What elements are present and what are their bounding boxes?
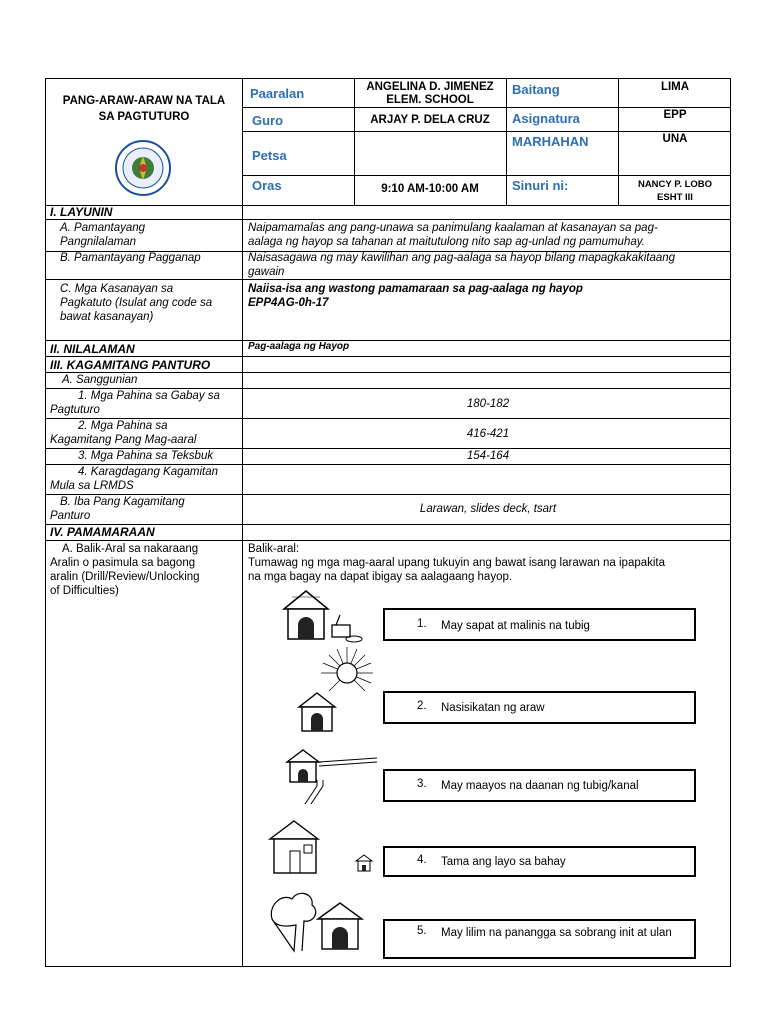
deped-seal-logo <box>114 139 172 197</box>
condition-item-5: 5. May lilim na panangga sa sobrang init at ulan <box>383 919 696 959</box>
pamantayang-pagganap-value: Naisasagawa ng may kawilihan ang pag-aalaga sa hayop bilang mapagkakakitaang gawain <box>248 252 676 278</box>
asignatura-value: EPP <box>663 109 687 121</box>
iba-pang-kagamitan-label: B. Iba Pang Kagamitang Panturo <box>50 496 185 522</box>
document-title: PANG-ARAW-ARAW NA TALA SA PAGTUTURO <box>62 95 226 123</box>
doghouse-canal-picture <box>269 748 381 811</box>
baitang-value: LIMA <box>660 81 690 93</box>
sinuri-label: Sinuri ni: <box>512 178 569 193</box>
nilalaman-value: Pag-aalaga ng Hayop <box>248 341 350 352</box>
kasanayan-label: C. Mga Kasanayan sa Pagkatuto (Isulat ang code sa bawat kasanayan) <box>60 283 213 323</box>
kasanayan-value: Naiisa-isa ang wastong pamamaraan sa pag-aalaga ng hayop EPP4AG-0h-17 <box>248 283 583 309</box>
oras-value: 9:10 AM-10:00 AM <box>381 183 479 195</box>
pamantayang-pangnilalaman-value: Naipamamalas ang pang-unawa sa panimulang kaalaman at kasanayan sa pag- aalaga ng hayop sa tahanan at maitutulong nito sap ag-unlad ng pamumuhay. <box>248 222 658 248</box>
teksbuk-value: 154-164 <box>466 450 510 462</box>
guro-label: Guro <box>252 113 284 128</box>
layunin-heading: I. LAYUNIN <box>50 205 113 219</box>
sanggunian-label: A. Sanggunian <box>62 374 138 386</box>
markahan-label: MARHAHAN <box>512 134 589 149</box>
paaralan-label: Paaralan <box>250 86 305 101</box>
markahan-value: UNA <box>662 133 688 145</box>
petsa-label: Petsa <box>252 148 287 163</box>
baitang-label: Baitang <box>512 82 560 97</box>
iba-pang-kagamitan-value: Larawan, slides deck, tsart <box>419 503 557 515</box>
guro-value: ARJAY P. DELA CRUZ <box>370 114 490 126</box>
nilalaman-heading: II. NILALAMAN <box>50 342 135 356</box>
sinuri-value: NANCY P. LOBO ESHT III <box>637 179 713 203</box>
gabay-pahina-label: 1. Mga Pahina sa Gabay sa Pagtuturo <box>50 390 220 416</box>
pamamaraan-heading: IV. PAMAMARAAN <box>50 525 155 539</box>
condition-item-3: 3. May maayos na daanan ng tubig/kanal <box>383 769 696 802</box>
pamantayang-pagganap-label: B. Pamantayang Pagganap <box>60 252 201 264</box>
asignatura-label: Asignatura <box>512 111 580 126</box>
lesson-body-table <box>45 205 731 967</box>
teksbuk-label: 3. Mga Pahina sa Teksbuk <box>78 450 214 462</box>
paaralan-value: ANGELINA D. JIMENEZ ELEM. SCHOOL <box>366 81 494 106</box>
doghouse-tree-picture <box>268 889 388 960</box>
condition-item-4: 4. Tama ang layo sa bahay <box>383 846 696 877</box>
kagamitan-heading: III. KAGAMITANG PANTURO <box>50 358 211 372</box>
pamantayang-pangnilalaman-label: A. Pamantayang Pangnilalaman <box>60 222 146 248</box>
house-and-doghouse-picture <box>268 817 388 884</box>
lrmds-label: 4. Karagdagang Kagamitan Mula sa LRMDS <box>50 466 219 492</box>
condition-item-2: 2. Nasisikatan ng araw <box>383 691 696 724</box>
balik-aral-text: Balik-aral: Tumawag ng mga mag-aaral upang tukuyin ang bawat isang larawan na ipapakita na mga bagay na dapat ibigay sa aalagaang hayop. <box>248 543 666 583</box>
doghouse-sun-picture <box>269 645 379 750</box>
balik-aral-label: A. Balik-Aral sa nakaraang Aralin o pasimula sa bagong aralin (Drill/Review/Unlocking of Difficulties) <box>50 543 200 597</box>
header-table <box>45 78 731 206</box>
gabay-pahina-value: 180-182 <box>466 398 510 410</box>
doghouse-water-picture <box>274 587 364 654</box>
kagamitang-mag-aaral-value: 416-421 <box>466 428 510 440</box>
oras-label: Oras <box>252 178 282 193</box>
condition-item-1: 1. May sapat at malinis na tubig <box>383 608 696 641</box>
kagamitang-mag-aaral-label: 2. Mga Pahina sa Kagamitang Pang Mag-aaral <box>50 420 197 446</box>
